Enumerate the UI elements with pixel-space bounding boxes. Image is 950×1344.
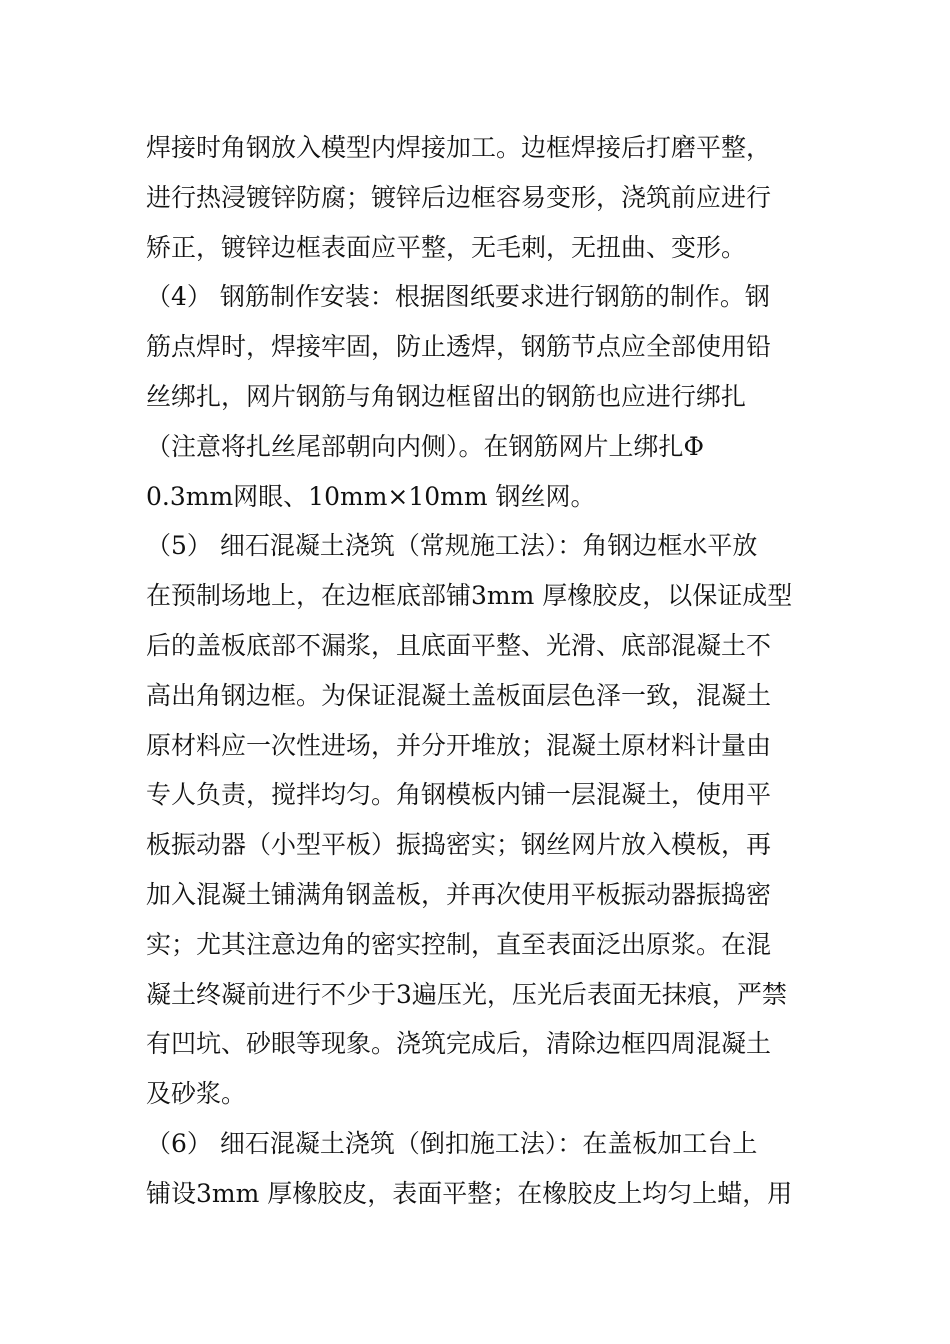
text-line: 高出角钢边框。为保证混凝土盖板面层色泽一致，混凝土 bbox=[146, 680, 772, 710]
text-line: 板振动器（小型平板）振捣密实；钢丝网片放入模板，再 bbox=[146, 830, 772, 860]
text-line: 加入混凝土铺满角钢盖板，并再次使用平板振动器振捣密 bbox=[146, 879, 772, 909]
text-line: 在预制场地上，在边框底部铺3mm 厚橡胶皮，以保证成型 bbox=[146, 581, 793, 611]
text-line: 凝土终凝前进行不少于3遍压光，压光后表面无抹痕，严禁 bbox=[146, 979, 787, 1009]
text-line: （6） 细石混凝土浇筑（倒扣施工法）：在盖板加工台上 bbox=[146, 1128, 758, 1158]
text-line: （4） 钢筋制作安装：根据图纸要求进行钢筋的制作。钢 bbox=[146, 282, 770, 312]
text-line: 焊接时角钢放入模型内焊接加工。边框焊接后打磨平整， bbox=[146, 133, 772, 162]
text-line: 专人负责，搅拌均匀。角钢模板内铺一层混凝土，使用平 bbox=[146, 780, 772, 810]
text-line: （注意将扎丝尾部朝向内侧）。在钢筋网片上绑扎Φ bbox=[146, 431, 704, 461]
text-line: 进行热浸镀锌防腐；镀锌后边框容易变形，浇筑前应进行 bbox=[146, 182, 772, 212]
text-line: 矫正，镀锌边框表面应平整，无毛刺，无扭曲、变形。 bbox=[146, 232, 747, 262]
body-text bbox=[146, 128, 806, 1224]
text-line: 铺设3mm 厚橡胶皮，表面平整；在橡胶皮上均匀上蜡，用 bbox=[146, 1178, 793, 1208]
text-line: 及砂浆。 bbox=[146, 1079, 247, 1109]
text-line: 0.3mm网眼、10mm×10mm 钢丝网。 bbox=[146, 481, 596, 511]
text-line: 后的盖板底部不漏浆，且底面平整、光滑、底部混凝土不 bbox=[146, 630, 772, 660]
text-line: 有凹坑、砂眼等现象。浇筑完成后，清除边框四周混凝土 bbox=[146, 1029, 772, 1059]
text-line: 丝绑扎，网片钢筋与角钢边框留出的钢筋也应进行绑扎 bbox=[146, 381, 747, 411]
text-line: 筋点焊时，焊接牢固，防止透焊，钢筋节点应全部使用铅 bbox=[146, 332, 772, 362]
text-line: 实；尤其注意边角的密实控制，直至表面泛出原浆。在混 bbox=[146, 929, 772, 959]
text-line: （5） 细石混凝土浇筑（常规施工法）：角钢边框水平放 bbox=[146, 531, 758, 561]
text-line: 原材料应一次性进场，并分开堆放；混凝土原材料计量由 bbox=[146, 730, 772, 760]
